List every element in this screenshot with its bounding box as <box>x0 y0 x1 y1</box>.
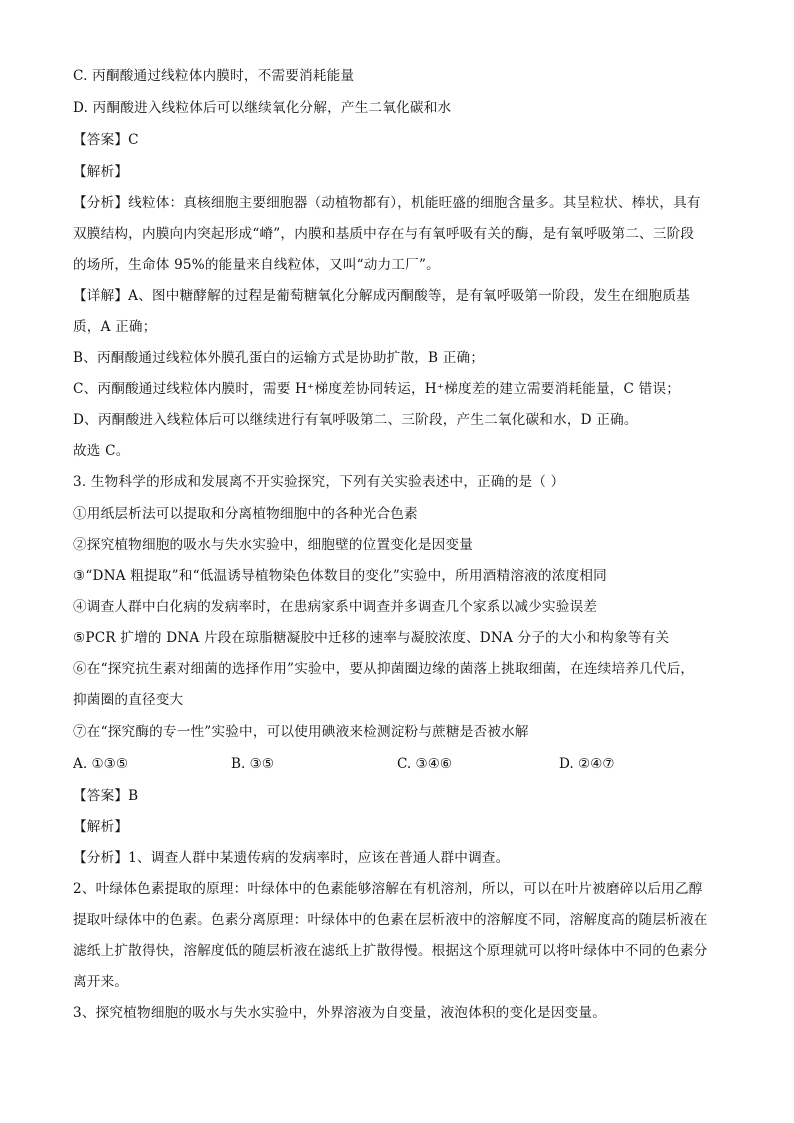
answer-options <box>73 754 733 774</box>
analysis-text-line: 双膜结构，内膜向内突起形成“嵴”，内膜和基质中存在与有氧呼吸有关的酶，是有氧呼吸第二、三阶段 <box>73 226 695 242</box>
analysis2-text-line: 滤纸上扩散得快，溶解度低的随层析液在滤纸上扩散得慢。根据这个原理就可以将叶绿体中不同的色素分 <box>73 943 708 959</box>
option-b: B. ③⑤ <box>231 756 275 772</box>
option-d: D. ②④⑦ <box>559 756 615 772</box>
detail-text-line: C、丙酮酸通过线粒体内膜时，需要 H⁺梯度差协同转运，H⁺梯度差的建立需要消耗能量，C 错误； <box>73 381 681 397</box>
analysis-heading: 【解析】 <box>73 164 129 180</box>
conclusion-line: 故选 C。 <box>73 443 130 459</box>
detail-text-line: 质，A 正确； <box>73 319 157 335</box>
analysis2-text-line: 【分析】1、调查人群中某遗传病的发病率时，应该在普通人群中调查。 <box>73 850 510 866</box>
question-3-stem: 3. 生物科学的形成和发展离不开实验探究，下列有关实验表述中，正确的是（ ） <box>73 474 565 490</box>
statement-7: ⑦在“探究酶的专一性”实验中，可以使用碘液来检测淀粉与蔗糖是否被水解 <box>73 724 529 740</box>
analysis2-text-line: 3、探究植物细胞的吸水与失水实验中，外界溶液为自变量，液泡体积的变化是因变量。 <box>73 1005 607 1021</box>
analysis2-text-line: 2、叶绿体色素提取的原理：叶绿体中的色素能够溶解在有机溶剂，所以，可以在叶片被磨碎以后用乙醇 <box>73 881 703 897</box>
analysis2-text-line: 离开来。 <box>73 974 129 990</box>
statement-4: ④调查人群中白化病的发病率时，在患病家系中调查并多调查几个家系以减少实验误差 <box>73 599 598 615</box>
option-c-line: C. 丙酮酸通过线粒体内膜时，不需要消耗能量 <box>73 68 355 84</box>
analysis2-text-line: 提取叶绿体中的色素。色素分离原理：叶绿体中的色素在层析液中的溶解度不同，溶解度高的随层析液在 <box>73 912 708 928</box>
statement-3: ③“DNA 粗提取”和“低温诱导植物染色体数目的变化”实验中，所用酒精溶液的浓度相同 <box>73 568 607 584</box>
analysis-text-line: 【分析】线粒体：真核细胞主要细胞器（动植物都有），机能旺盛的细胞含量多。其呈粒状、棒状，具有 <box>73 195 701 211</box>
detail-text-line: 【详解】A、图中糖酵解的过程是葡萄糖氧化分解成丙酮酸等，是有氧呼吸第一阶段，发生在细胞质基 <box>73 288 690 304</box>
statement-5: ⑤PCR 扩增的 DNA 片段在琼脂糖凝胶中迁移的速率与凝胶浓度、DNA 分子的大小和构象等有关 <box>73 630 670 646</box>
answer-line-2: 【答案】B <box>73 788 139 804</box>
option-c: C. ③④⑥ <box>397 756 453 772</box>
statement-2: ②探究植物细胞的吸水与失水实验中，细胞壁的位置变化是因变量 <box>73 537 474 553</box>
option-d-line: D. 丙酮酸进入线粒体后可以继续氧化分解，产生二氧化碳和水 <box>73 100 452 116</box>
statement-6: ⑥在“探究抗生素对细菌的选择作用”实验中，要从抑菌圈边缘的菌落上挑取细菌，在连续培养几代后， <box>73 661 695 677</box>
option-a: A. ①③⑤ <box>73 756 129 772</box>
statement-1: ①用纸层析法可以提取和分离植物细胞中的各种光合色素 <box>73 506 418 522</box>
analysis-heading-2: 【解析】 <box>73 819 129 835</box>
analysis-text-line: 的场所，生命体 95%的能量来自线粒体，又叫“动力工厂”。 <box>73 257 440 273</box>
detail-text-line: D、丙酮酸进入线粒体后可以继续进行有氧呼吸第二、三阶段，产生二氧化碳和水，D 正确。 <box>73 412 638 428</box>
detail-text-line: B、丙酮酸通过线粒体外膜孔蛋白的运输方式是协助扩散，B 正确； <box>73 350 485 366</box>
statement-6-continued: 抑菌圈的直径变大 <box>73 692 184 708</box>
answer-line: 【答案】C <box>73 132 139 148</box>
